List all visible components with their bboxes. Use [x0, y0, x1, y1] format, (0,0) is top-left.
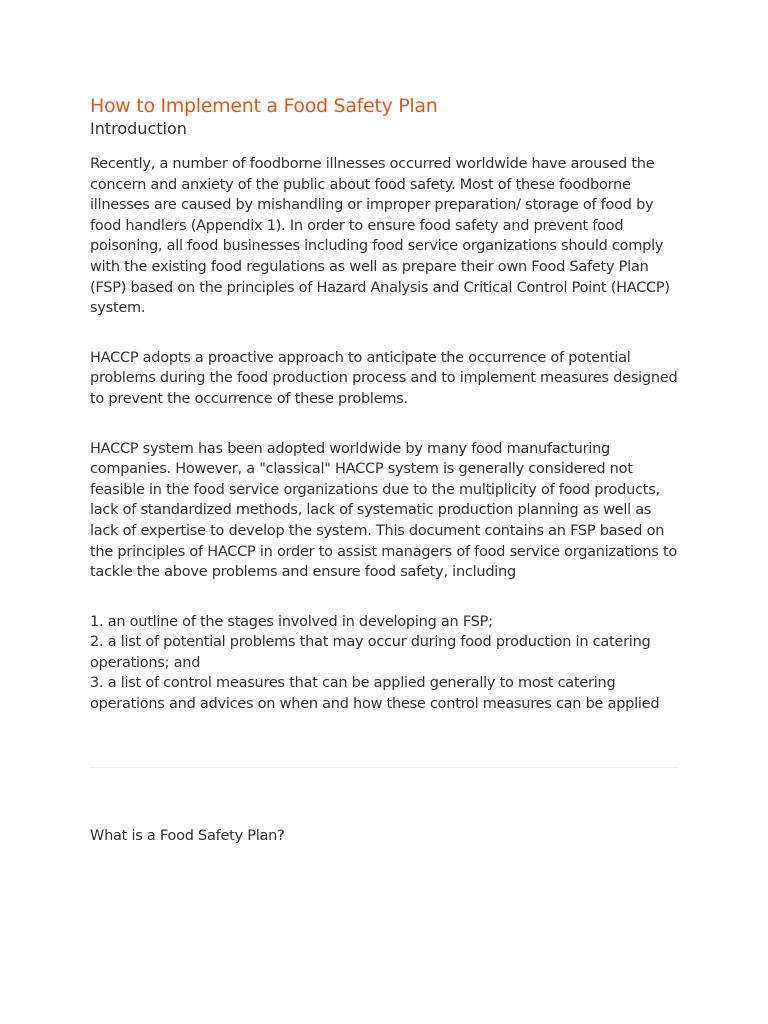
- section-heading-what-is-fsp: What is a Food Safety Plan?: [90, 828, 285, 844]
- list-item: 2. a list of potential problems that may occur during food production in catering operations; and: [90, 634, 651, 671]
- list-item: 3. a list of control measures that can be applied generally to most catering operations and advices on when and how these control measures can be applied: [90, 675, 660, 713]
- section-heading-introduction: Introduction: [90, 119, 187, 138]
- section-divider: [90, 767, 678, 768]
- intro-paragraph-2: HACCP adopts a proactive approach to anticipate the occurrence of potential problems during the food production process and to implement measures designed to prevent the occurrence of these problems.: [90, 349, 678, 407]
- intro-paragraph-3: HACCP system has been adopted worldwide by many food manufacturing companies. However, a "classical" HACCP system is generally considered not feasible in the food service organizations due to the multiplicity of food products, lack of standardized methods, lack of systematic production planning as well as lack of expertise to develop the system. This document contains an FSP based on the principles of HACCP in order to assist managers of food service organizations to tackle the above problems and ensure food safety, including: [90, 440, 678, 581]
- intro-paragraph-1: Recently, a number of foodborne illnesses occurred worldwide have aroused the concern and anxiety of the public about food safety. Most of these foodborne illnesses are caused by mishandling or improper preparation/ storage of food by food handlers (Appendix 1). In order to ensure food safety and prevent food poisoning, all food businesses including food service organizations should comply with the existing food regulations as well as prepare their own Food Safety Plan (FSP) based on the principles of Hazard Analysis and Critical Control Point (HACCP) system.: [90, 156, 670, 317]
- document-title: How to Implement a Food Safety Plan: [90, 95, 438, 117]
- document-content: [90, 94, 678, 715]
- fsp-contents-list: [90, 612, 678, 715]
- list-item: 1. an outline of the stages involved in developing an FSP;: [90, 613, 493, 630]
